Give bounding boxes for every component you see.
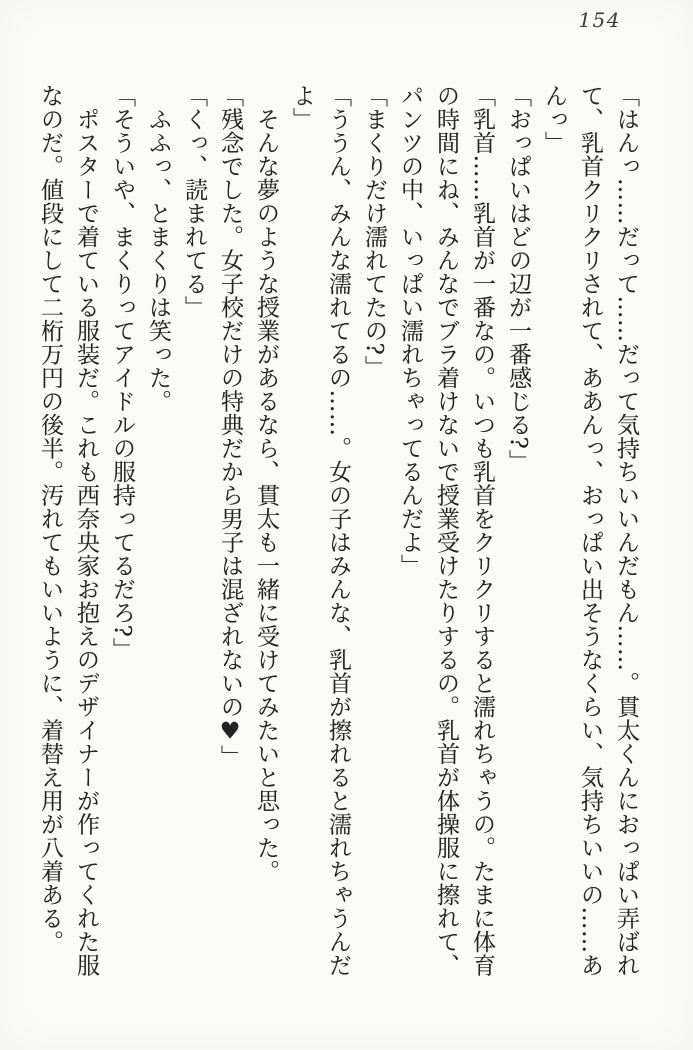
text-line: なのだ。値段にして二桁万円の後半。汚れてもいいように、着替え用が八着ある。 xyxy=(37,84,63,954)
page-text-columns xyxy=(32,84,644,977)
text-line: パンツの中、いっぱい濡れちゃってるんだよ」 xyxy=(397,84,423,578)
paragraph xyxy=(104,84,140,977)
paragraph xyxy=(500,84,536,977)
text-line: よ」 xyxy=(289,84,315,131)
text-line: 「くっ、読まれてる」 xyxy=(181,84,207,319)
paragraph xyxy=(140,84,176,977)
paragraph xyxy=(32,84,104,977)
text-line: て、乳首クリクリされて、ああんっ、おっぱい出そうなくらい、気持ちいいの……あ xyxy=(577,84,603,977)
text-line: そんな夢のような授業があるなら、貫太も一緒に受けてみたいと思った。 xyxy=(253,84,279,883)
text-line: 「そういや、まくりってアイドルの服持ってるだろ?」 xyxy=(109,84,135,661)
page-number: 154 xyxy=(578,8,621,32)
text-line: 「残念でした。女子校だけの特典だから男子は混ざれないの♥」 xyxy=(217,84,243,769)
text-line: 「乳首……乳首が一番なの。いつも乳首をクリクリすると濡れちゃうの。たまに体育 xyxy=(469,84,495,977)
text-line: ポスターで着ている服装だ。これも西奈央家お抱えのデザイナーが作ってくれた服 xyxy=(73,84,99,977)
text-line: ふふっ、とまくりは笑った。 xyxy=(145,84,171,413)
paragraph xyxy=(176,84,212,977)
paragraph xyxy=(212,84,248,977)
paragraph xyxy=(356,84,392,977)
text-line: んっ」 xyxy=(541,84,567,155)
paragraph xyxy=(536,84,644,977)
text-line: 「はんっ……だって……だって気持ちいいんだもん……。貫太くんにおっぱい弄ばれ xyxy=(613,84,639,977)
paragraph xyxy=(284,84,356,977)
text-line: の時間にね、みんなでブラ着けないで授業受けたりするの。乳首が体操服に擦れて、 xyxy=(433,84,459,977)
text-line: 「ううん、みんな濡れてるの……。女の子はみんな、乳首が擦れると濡れちゃうんだ xyxy=(325,84,351,977)
text-line: 「まくりだけ濡れてたの?」 xyxy=(361,84,387,379)
text-line: 「おっぱいはどの辺が一番感じる?」 xyxy=(505,84,531,473)
paragraph xyxy=(392,84,500,977)
paragraph xyxy=(248,84,284,977)
